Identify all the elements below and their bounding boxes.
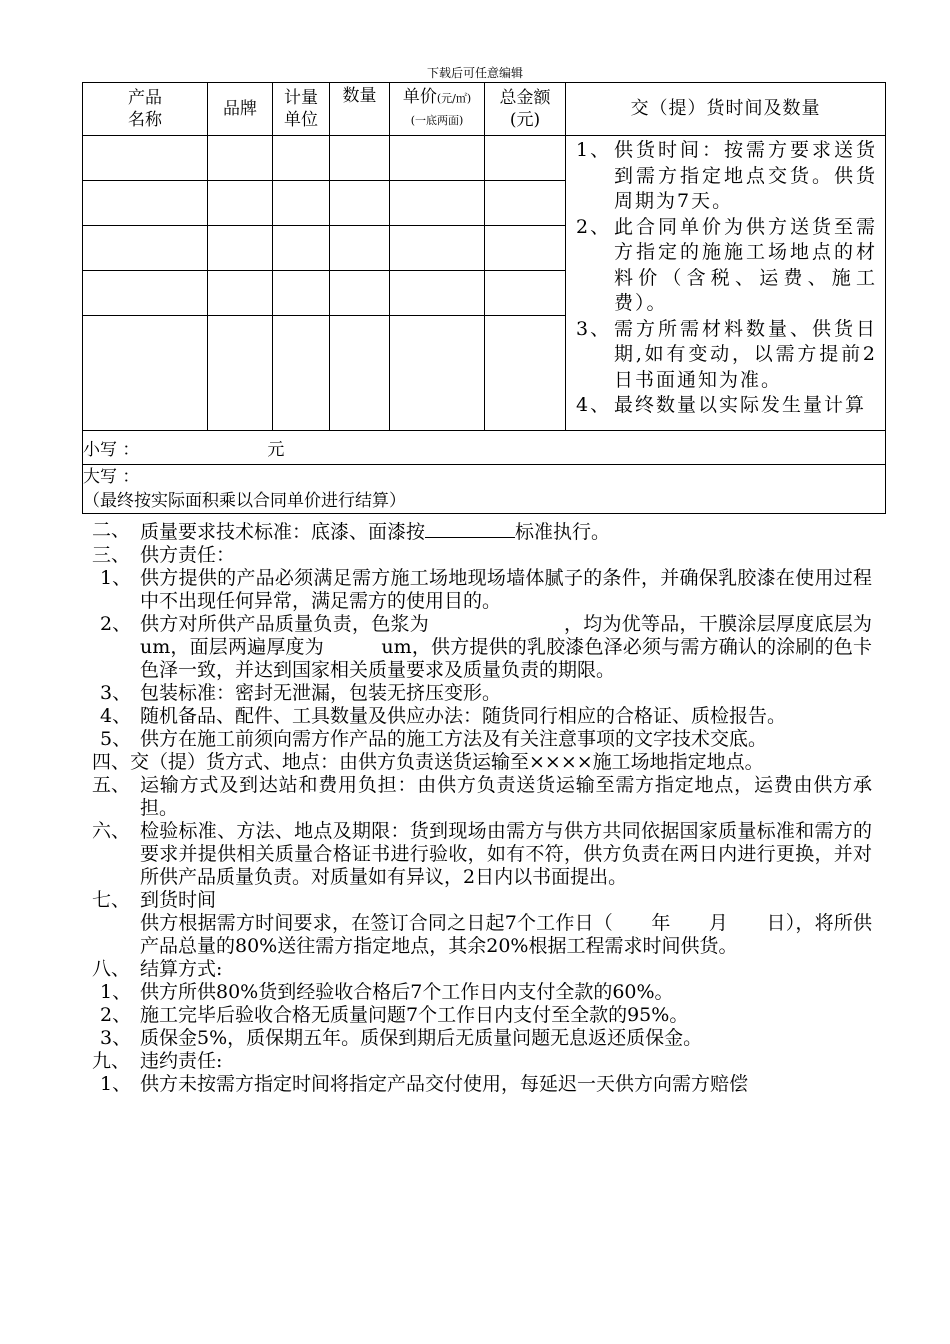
blank-line bbox=[425, 519, 515, 538]
table-cell bbox=[83, 316, 208, 431]
table-cell bbox=[208, 181, 273, 226]
small-total-row bbox=[83, 431, 886, 465]
table-cell bbox=[390, 316, 485, 431]
capital-total-cell bbox=[83, 465, 886, 514]
section-settlement: 八、 结算方式: bbox=[92, 958, 223, 980]
contract-body bbox=[92, 519, 911, 1096]
list-item: 2、 供方对所供产品质量负责，色浆为 ，均为优等品，干膜涂层厚度底层为 um，面层两遍厚度为 um，供方提供的乳胶漆色泽必须与需方确认的涂刷的色卡色泽一致，并达到国家相关质量要求及质量负责的期限。 bbox=[100, 613, 911, 681]
table-cell bbox=[273, 316, 330, 431]
table-cell bbox=[208, 271, 273, 316]
list-item: 3、 质保金5%，质保期五年。质保到期后无质量问题无息返还质保金。 bbox=[100, 1027, 703, 1049]
table-cell bbox=[273, 136, 330, 181]
table-cell bbox=[273, 226, 330, 271]
contract-table bbox=[82, 82, 886, 514]
table-cell bbox=[83, 181, 208, 226]
table-cell bbox=[330, 181, 390, 226]
settlement-note: （最终按实际面积乘以合同单价进行结算） bbox=[83, 491, 406, 511]
table-cell bbox=[485, 136, 566, 181]
delivery-terms-cell bbox=[566, 136, 886, 431]
small-total-cell bbox=[83, 431, 886, 465]
table-cell bbox=[330, 316, 390, 431]
table-cell bbox=[83, 271, 208, 316]
table-cell bbox=[390, 271, 485, 316]
table-cell bbox=[208, 226, 273, 271]
table-cell bbox=[330, 226, 390, 271]
header-unit: 计量 单位 bbox=[273, 83, 330, 136]
table-cell bbox=[485, 316, 566, 431]
delivery-term: 1、 供货时间：按需方要求送货到需方指定地点交货。供货周期为7天。 bbox=[576, 139, 877, 212]
capital-total-label: 大写 ： bbox=[83, 467, 140, 487]
table-cell bbox=[390, 181, 485, 226]
section-quality-standard: 二、 质量要求技术标准：底漆、面漆按 标准执行。 bbox=[92, 519, 611, 543]
table-cell bbox=[330, 136, 390, 181]
arrival-time-text: 供方根据需方时间要求，在签订合同之日起7个工作日（ 年 月 日），将所供产品总量的80%送往需方指定地点，其余20%根据工程需求时间供货。 bbox=[140, 912, 872, 957]
table-cell bbox=[208, 316, 273, 431]
header-product-name: 产品 名称 bbox=[83, 83, 208, 136]
header-brand: 品牌 bbox=[208, 83, 273, 136]
table-cell bbox=[390, 136, 485, 181]
small-total-label: 小写 ： bbox=[83, 440, 140, 460]
header-delivery: 交（提）货时间及数量 bbox=[566, 83, 886, 136]
table-cell bbox=[485, 226, 566, 271]
list-item: 5、 供方在施工前须向需方作产品的施工方法及有关注意事项的文字技术交底。 bbox=[100, 728, 768, 750]
delivery-term: 3、 需方所需材料数量、供货日期,如有变动，以需方提前2日书面通知为准。 bbox=[576, 317, 877, 391]
table-cell bbox=[485, 181, 566, 226]
list-item: 1、 供方所供80%货到经验收合格后7个工作日内支付全款的60%。 bbox=[100, 981, 674, 1003]
section-arrival-time: 七、 到货时间 bbox=[92, 889, 217, 911]
table-cell bbox=[273, 181, 330, 226]
header-quantity: 数量 bbox=[330, 83, 390, 136]
list-item: 4、 随机备品、配件、工具数量及供应办法：随货同行相应的合格证、质检报告。 bbox=[100, 705, 787, 727]
delivery-term: 4、 最终数量以实际发生量计算 bbox=[576, 394, 867, 416]
header-unit-price: 单价(元/㎡) (一底两面) bbox=[390, 83, 485, 136]
table-row bbox=[83, 136, 886, 181]
section-supplier-responsibility: 三、 供方责任： bbox=[92, 544, 236, 566]
delivery-term: 2、 此合同单价为供方送货至需方指定的施施工场地点的材料价（含税、运费、施工费）。 bbox=[576, 215, 877, 314]
header-total: 总金额 (元) bbox=[485, 83, 566, 136]
capital-total-row bbox=[83, 465, 886, 514]
table-cell bbox=[83, 136, 208, 181]
list-item: 1、 供方提供的产品必须满足需方施工场地现场墙体腻子的条件，并确保乳胶漆在使用过程中不出现任何异常，满足需方的使用目的。 bbox=[100, 567, 872, 612]
section-inspection: 六、 检验标准、方法、地点及期限：货到现场由需方与供方共同依据国家质量标准和需方的要求并提供相关质量合格证书进行验收，如有不符，供方负责在两日内进行更换，并对所供产品质量负责。对质量如有异议，2日内以书面提出。 bbox=[92, 820, 872, 888]
table-cell bbox=[485, 271, 566, 316]
section-delivery-method: 四、交（提）货方式、地点：由供方负责送货运输至××××施工场地指定地点。 bbox=[92, 751, 764, 773]
list-item: 2、 施工完毕后验收合格无质量问题7个工作日内支付至全款的95%。 bbox=[100, 1004, 689, 1026]
list-item: 3、 包装标准：密封无泄漏，包装无挤压变形。 bbox=[100, 682, 502, 704]
section-transport: 五、 运输方式及到达站和费用负担：由供方负责送货运输至需方指定地点，运费由供方承担。 bbox=[92, 774, 872, 819]
table-cell bbox=[390, 226, 485, 271]
small-total-unit: 元 bbox=[267, 440, 285, 460]
table-cell bbox=[330, 271, 390, 316]
table-cell bbox=[83, 226, 208, 271]
table-cell bbox=[208, 136, 273, 181]
list-item: 1、 供方未按需方指定时间将指定产品交付使用，每延迟一天供方向需方赔偿 bbox=[100, 1073, 749, 1095]
table-header-row bbox=[83, 83, 886, 136]
section-liability: 九、 违约责任: bbox=[92, 1050, 223, 1072]
page-header: 下载后可任意编辑 bbox=[426, 66, 523, 80]
table-cell bbox=[273, 271, 330, 316]
